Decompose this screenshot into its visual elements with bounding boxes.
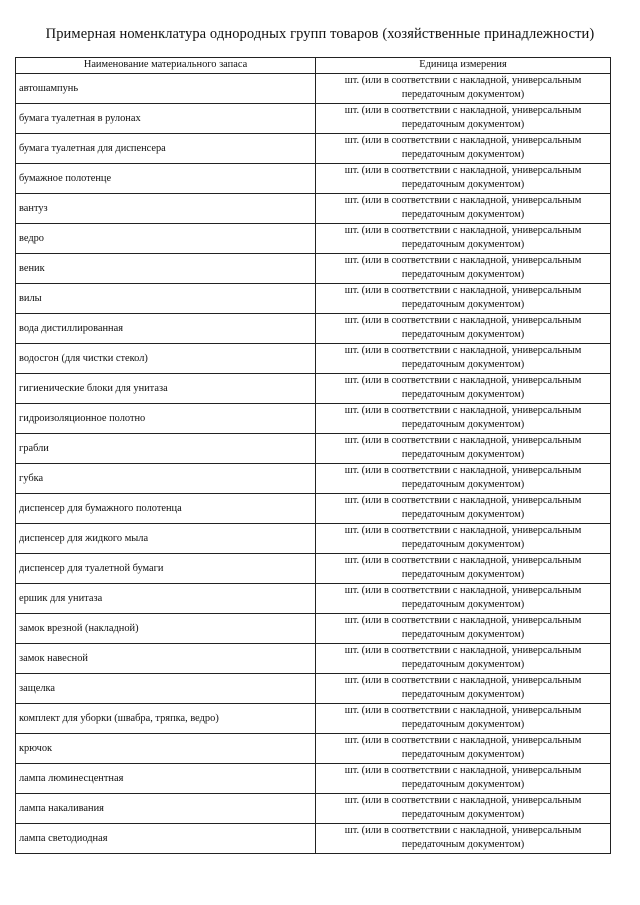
unit-cell: шт. (или в соответствии с накладной, универсальным передаточным документом) bbox=[316, 194, 611, 224]
material-name-cell: диспенсер для туалетной бумаги bbox=[16, 554, 316, 584]
unit-cell: шт. (или в соответствии с накладной, универсальным передаточным документом) bbox=[316, 164, 611, 194]
material-name-cell: веник bbox=[16, 254, 316, 284]
unit-cell: шт. (или в соответствии с накладной, универсальным передаточным документом) bbox=[316, 74, 611, 104]
table-row bbox=[16, 824, 611, 854]
table-row bbox=[16, 434, 611, 464]
material-name-cell: вода дистиллированная bbox=[16, 314, 316, 344]
material-name-cell: лампа светодиодная bbox=[16, 824, 316, 854]
column-header-unit: Единица измерения bbox=[316, 58, 611, 74]
unit-cell: шт. (или в соответствии с накладной, универсальным передаточным документом) bbox=[316, 524, 611, 554]
table-row bbox=[16, 464, 611, 494]
material-name-cell: замок навесной bbox=[16, 644, 316, 674]
column-header-material-name: Наименование материального запаса bbox=[16, 58, 316, 74]
unit-cell: шт. (или в соответствии с накладной, универсальным передаточным документом) bbox=[316, 734, 611, 764]
table-row bbox=[16, 254, 611, 284]
page-title: Примерная номенклатура однородных групп товаров (хозяйственные принадлежности) bbox=[45, 26, 595, 42]
table-body bbox=[16, 74, 611, 854]
table-header-row bbox=[16, 58, 611, 74]
table-row bbox=[16, 794, 611, 824]
material-name-cell: автошампунь bbox=[16, 74, 316, 104]
unit-cell: шт. (или в соответствии с накладной, универсальным передаточным документом) bbox=[316, 404, 611, 434]
unit-cell: шт. (или в соответствии с накладной, универсальным передаточным документом) bbox=[316, 374, 611, 404]
unit-cell: шт. (или в соответствии с накладной, универсальным передаточным документом) bbox=[316, 434, 611, 464]
table-row bbox=[16, 644, 611, 674]
unit-cell: шт. (или в соответствии с накладной, универсальным передаточным документом) bbox=[316, 824, 611, 854]
unit-cell: шт. (или в соответствии с накладной, универсальным передаточным документом) bbox=[316, 134, 611, 164]
material-name-cell: вантуз bbox=[16, 194, 316, 224]
unit-cell: шт. (или в соответствии с накладной, универсальным передаточным документом) bbox=[316, 314, 611, 344]
table-row bbox=[16, 104, 611, 134]
material-name-cell: замок врезной (накладной) bbox=[16, 614, 316, 644]
unit-cell: шт. (или в соответствии с накладной, универсальным передаточным документом) bbox=[316, 224, 611, 254]
material-name-cell: губка bbox=[16, 464, 316, 494]
table-row bbox=[16, 404, 611, 434]
table-row bbox=[16, 614, 611, 644]
material-name-cell: водосгон (для чистки стекол) bbox=[16, 344, 316, 374]
unit-cell: шт. (или в соответствии с накладной, универсальным передаточным документом) bbox=[316, 284, 611, 314]
unit-cell: шт. (или в соответствии с накладной, универсальным передаточным документом) bbox=[316, 794, 611, 824]
material-name-cell: гидроизоляционное полотно bbox=[16, 404, 316, 434]
material-name-cell: лампа накаливания bbox=[16, 794, 316, 824]
material-name-cell: гигиенические блоки для унитаза bbox=[16, 374, 316, 404]
table-row bbox=[16, 224, 611, 254]
unit-cell: шт. (или в соответствии с накладной, универсальным передаточным документом) bbox=[316, 704, 611, 734]
material-name-cell: лампа люминесцентная bbox=[16, 764, 316, 794]
material-name-cell: грабли bbox=[16, 434, 316, 464]
material-name-cell: бумага туалетная для диспенсера bbox=[16, 134, 316, 164]
table-row bbox=[16, 284, 611, 314]
unit-cell: шт. (или в соответствии с накладной, универсальным передаточным документом) bbox=[316, 104, 611, 134]
table-row bbox=[16, 584, 611, 614]
material-name-cell: ершик для унитаза bbox=[16, 584, 316, 614]
table-row bbox=[16, 704, 611, 734]
unit-cell: шт. (или в соответствии с накладной, универсальным передаточным документом) bbox=[316, 584, 611, 614]
material-name-cell: ведро bbox=[16, 224, 316, 254]
unit-cell: шт. (или в соответствии с накладной, универсальным передаточным документом) bbox=[316, 644, 611, 674]
material-name-cell: защелка bbox=[16, 674, 316, 704]
table-row bbox=[16, 344, 611, 374]
table-row bbox=[16, 374, 611, 404]
table-row bbox=[16, 164, 611, 194]
table-row bbox=[16, 674, 611, 704]
unit-cell: шт. (или в соответствии с накладной, универсальным передаточным документом) bbox=[316, 494, 611, 524]
unit-cell: шт. (или в соответствии с накладной, универсальным передаточным документом) bbox=[316, 554, 611, 584]
material-name-cell: вилы bbox=[16, 284, 316, 314]
table-row bbox=[16, 524, 611, 554]
material-name-cell: комплект для уборки (швабра, тряпка, ведро) bbox=[16, 704, 316, 734]
unit-cell: шт. (или в соответствии с накладной, универсальным передаточным документом) bbox=[316, 674, 611, 704]
material-name-cell: бумажное полотенце bbox=[16, 164, 316, 194]
unit-cell: шт. (или в соответствии с накладной, универсальным передаточным документом) bbox=[316, 764, 611, 794]
material-name-cell: бумага туалетная в рулонах bbox=[16, 104, 316, 134]
unit-cell: шт. (или в соответствии с накладной, универсальным передаточным документом) bbox=[316, 464, 611, 494]
table-row bbox=[16, 554, 611, 584]
table-row bbox=[16, 734, 611, 764]
table-row bbox=[16, 764, 611, 794]
table-row bbox=[16, 314, 611, 344]
unit-cell: шт. (или в соответствии с накладной, универсальным передаточным документом) bbox=[316, 344, 611, 374]
table-row bbox=[16, 494, 611, 524]
material-name-cell: диспенсер для бумажного полотенца bbox=[16, 494, 316, 524]
table-row bbox=[16, 74, 611, 104]
unit-cell: шт. (или в соответствии с накладной, универсальным передаточным документом) bbox=[316, 614, 611, 644]
unit-cell: шт. (или в соответствии с накладной, универсальным передаточным документом) bbox=[316, 254, 611, 284]
material-name-cell: крючок bbox=[16, 734, 316, 764]
material-name-cell: диспенсер для жидкого мыла bbox=[16, 524, 316, 554]
nomenclature-table bbox=[15, 57, 611, 854]
table-row bbox=[16, 194, 611, 224]
table-row bbox=[16, 134, 611, 164]
